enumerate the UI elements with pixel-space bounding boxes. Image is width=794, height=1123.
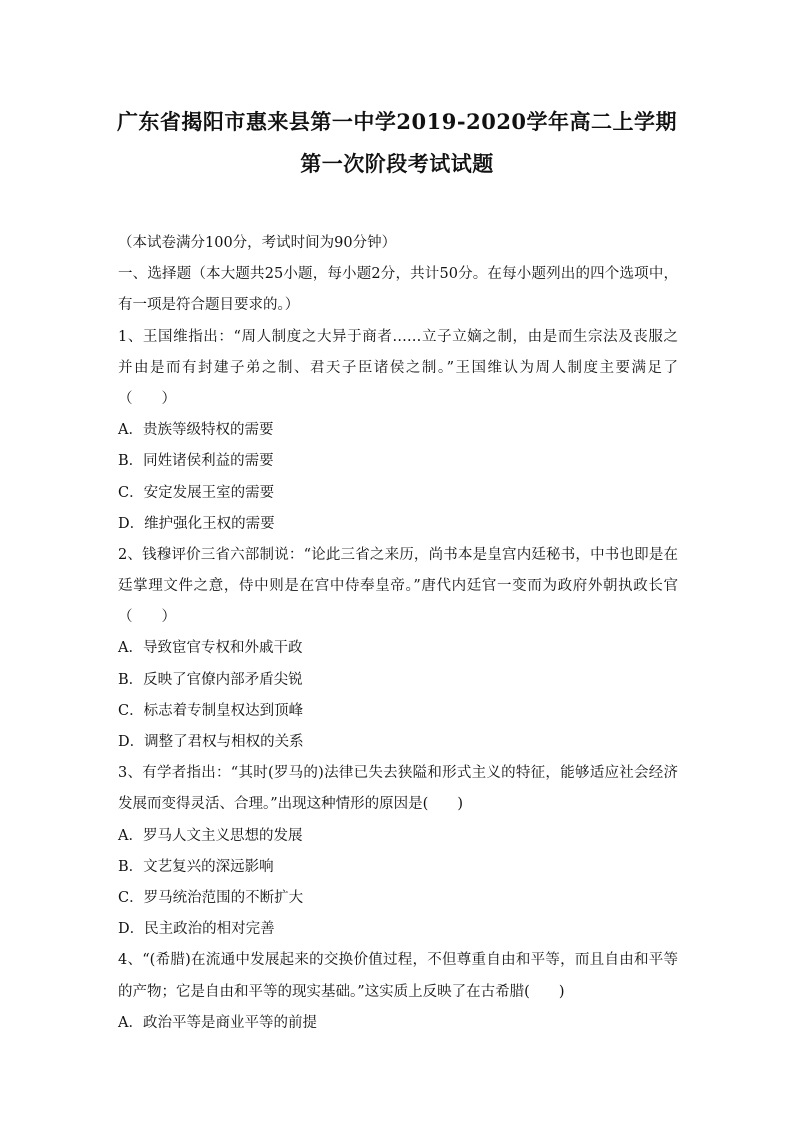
question-2-option-a: A．导致宦官专权和外戚干政 [118, 640, 303, 657]
question-1-option-c: C．安定发展王室的需要 [118, 484, 275, 501]
question-2 [118, 540, 678, 758]
question-1-stem-line-1: 1、王国维指出：“周人制度之大异于商者……立子立嫡之制，由是而生宗法及丧服之 [118, 328, 678, 345]
question-4-stem-line-2: 的产物；它是自由和平等的现实基础。”这实质上反映了在古希腊( ) [118, 983, 565, 1000]
question-2-option-c: C．标志着专制皇权达到顶峰 [118, 702, 304, 719]
document-body [118, 228, 678, 1039]
section-heading-line-1: 一、选择题（本大题共25小题，每小题2分，共计50分。在每小题列出的四个选项中， [118, 266, 678, 283]
section-heading-line-2: 有一项是符合题目要求的。） [118, 297, 300, 314]
question-3-stem-line-1: 3、有学者指出：“其时(罗马的)法律已失去狭隘和形式主义的特征，能够适应社会经济 [118, 765, 678, 782]
question-2-stem-line-3: （ ） [118, 609, 176, 626]
question-2-option-b: B．反映了官僚内部矛盾尖锐 [118, 671, 303, 688]
question-2-option-d: D．调整了君权与相权的关系 [118, 734, 304, 750]
question-2-stem-line-2: 廷掌理文件之意，侍中则是在宫中侍奉皇帝。”唐代内廷官一变而为政府外朝执政长官 [118, 578, 678, 595]
question-4-option-a: A．政治平等是商业平等的前提 [118, 1014, 317, 1031]
question-3-option-d: D．民主政治的相对完善 [118, 921, 275, 938]
question-1-stem-line-2: 并由是而有封建子弟之制、君天子臣诸侯之制。”王国维认为周人制度主要满足了 [118, 359, 678, 376]
question-1-option-a: A．贵族等级特权的需要 [118, 422, 274, 439]
exam-note: （本试卷满分100分，考试时间为90分钟） [118, 235, 397, 251]
question-1-stem-line-3: （ ） [118, 390, 176, 407]
question-3-option-c: C．罗马统治范围的不断扩大 [118, 889, 304, 906]
question-3-stem-line-2: 发展而变得灵活、合理。”出现这种情形的原因是( ) [118, 796, 463, 813]
question-1 [118, 322, 678, 540]
question-2-stem-line-1: 2、钱穆评价三省六部制说：“论此三省之来历，尚书本是皇宫内廷秘书，中书也即是在 [118, 546, 678, 563]
question-4-stem-line-1: 4、“(希腊)在流通中发展起来的交换价值过程，不但尊重自由和平等，而且自由和平等 [118, 952, 678, 969]
question-4 [118, 945, 678, 1039]
question-1-option-d: D．维护强化王权的需要 [118, 515, 275, 532]
question-3-option-b: B．文艺复兴的深远影响 [118, 858, 274, 875]
question-3-option-a: A．罗马人文主义思想的发展 [118, 827, 303, 844]
document-title-line-1: 广东省揭阳市惠来县第一中学2019-2020学年高二上学期 [116, 109, 678, 134]
question-3 [118, 758, 678, 945]
document-title-line-2: 第一次阶段考试试题 [300, 151, 494, 176]
question-1-option-b: B．同姓诸侯利益的需要 [118, 453, 274, 470]
